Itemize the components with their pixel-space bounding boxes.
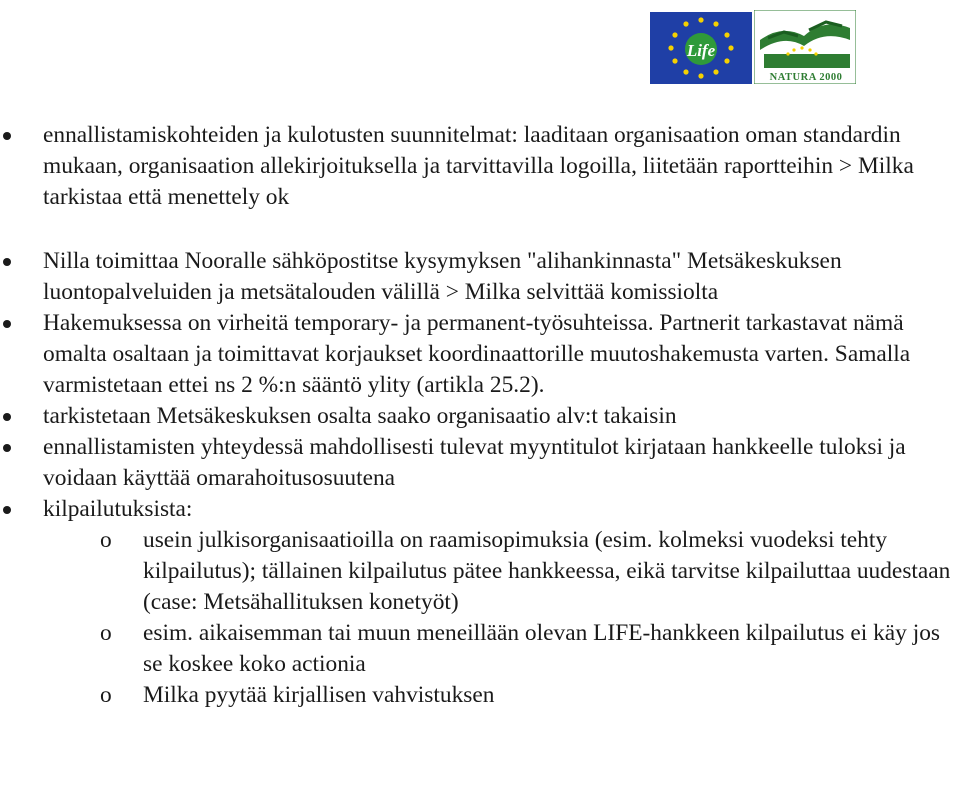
sub-bullet-marker: o bbox=[100, 682, 112, 708]
bullet-icon bbox=[3, 444, 11, 452]
bullet-text: tarkistetaan Metsäkeskuksen osalta saako organisaatio alv:t takaisin bbox=[43, 403, 677, 429]
sub-bullet-text: usein julkisorganisaatioilla on raamisopimuksia (esim. kolmeksi vuodeksi tehty kilpailutus); tällainen kilpailutus pätee hankkeessa, eikä tarvitse kilpailuttaa uudestaan (case: Metsähallituksen konetyöt) bbox=[143, 527, 951, 615]
natura-logo-text: NATURA 2000 bbox=[769, 72, 843, 83]
bullet-text: ennallistamisten yhteydessä mahdollisesti tulevat myyntitulot kirjataan hankkeelle tuloksi ja voidaan käyttää omarahoitusosuutena bbox=[43, 434, 906, 491]
natura-2000-logo bbox=[754, 10, 856, 84]
bullet-item bbox=[0, 401, 917, 432]
bullet-icon bbox=[3, 413, 11, 421]
life-logo bbox=[650, 12, 752, 84]
life-logo-text: Life bbox=[686, 41, 716, 60]
bullet-text: Hakemuksessa on virheitä temporary- ja permanent-työsuhteissa. Partnerit tarkastavat nämä omalta osaltaan ja toimittavat korjaukset koordinaattorille muutoshakemusta varten. Samalla varmistetaan ettei ns 2 %:n sääntö ylity (artikla 25.2). bbox=[43, 310, 911, 398]
bullet-item bbox=[0, 432, 917, 494]
sub-bullet-item bbox=[0, 680, 960, 711]
bullet-item bbox=[0, 494, 917, 525]
bullet-text: kilpailutuksista: bbox=[43, 496, 193, 522]
sub-bullet-item bbox=[0, 618, 960, 680]
bullet-item bbox=[0, 308, 917, 401]
sub-bullet-marker: o bbox=[100, 620, 112, 646]
bullet-icon bbox=[3, 258, 11, 266]
sub-bullet-text: esim. aikaisemman tai muun meneillään olevan LIFE-hankkeen kilpailutus ei käy jos se koskee koko actionia bbox=[143, 620, 941, 677]
bullet-icon bbox=[3, 320, 11, 328]
bullet-text: Nilla toimittaa Nooralle sähköpostitse kysymyksen "alihankinnasta" Metsäkeskuksen luontopalveluiden ja metsätalouden välillä > Milka selvittää komissiolta bbox=[43, 248, 842, 305]
bullet-item bbox=[0, 246, 917, 308]
sub-bullet-text: Milka pyytää kirjallisen vahvistuksen bbox=[143, 682, 495, 708]
sub-bullet-marker: o bbox=[100, 527, 112, 553]
meeting-notes bbox=[0, 120, 960, 711]
header-logos bbox=[650, 10, 856, 84]
bullet-text: ennallistamiskohteiden ja kulotusten suunnitelmat: laaditaan organisaation oman standardin mukaan, organisaation allekirjoituksella ja tarvittavilla logoilla, liitetään raportteihin > Milka tarkistaa että menettely ok bbox=[43, 122, 914, 210]
bullet-icon bbox=[3, 132, 11, 140]
bullet-icon bbox=[3, 506, 11, 514]
bullet-item bbox=[0, 120, 917, 213]
sub-bullet-item bbox=[0, 525, 960, 618]
